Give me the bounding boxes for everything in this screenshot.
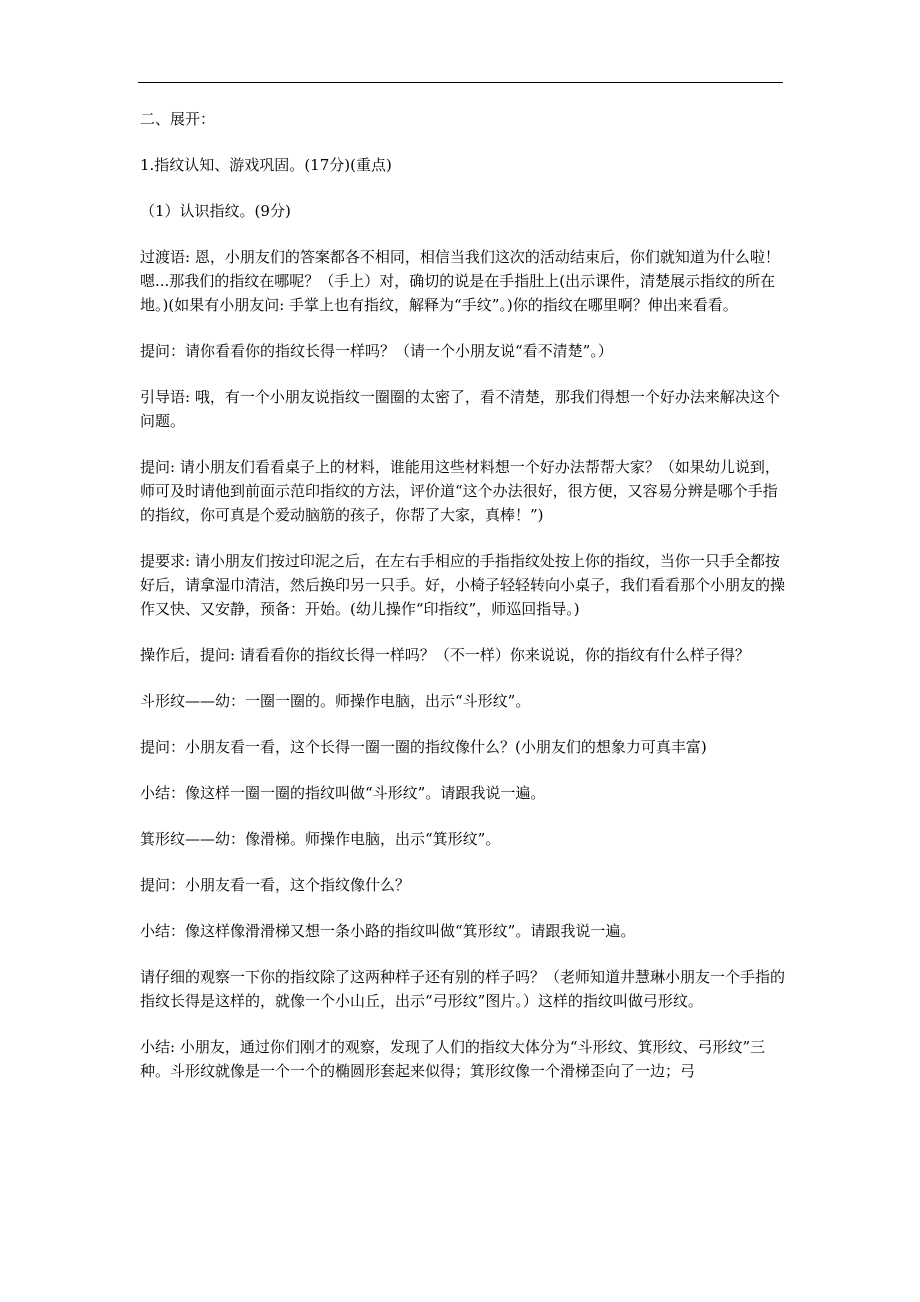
question-paragraph: 提问：小朋友看一看，这个长得一圈一圈的指纹像什么？(小朋友们的想象力可真丰富) bbox=[140, 738, 707, 756]
transition-paragraph: 过渡语: 恩，小朋友们的答案都各不相同，相信当我们这次的活动结束后，你们就知道为什么啦！嗯...那我们的指纹在哪呢？（手上）对，确切的说是在手指肚上(出示课件，清楚展示指纹的所在地。)(如果有小朋友问: 手掌上也有指纹，解释为“手纹”。)你的指纹在哪里啊？伸出来看看。 bbox=[140, 248, 780, 314]
summary-paragraph: 小结: 小朋友，通过你们刚才的观察，发现了人们的指纹大体分为“斗形纹、箕形纹、弓形纹”三种。斗形纹就像是一个一个的椭圆形套起来似得；箕形纹像一个滑梯歪向了一边；弓 bbox=[140, 1038, 766, 1080]
question-paragraph: 提问: 请小朋友们看看桌子上的材料，谁能用这些材料想一个好办法帮帮大家？（如果幼儿说到，师可及时请他到前面示范印指纹的方法，评价道“这个办法很好，很方便，又容易分辨是哪个手指的指纹，你可真是个爱动脑筋的孩子，你帮了大家，真棒！”) bbox=[140, 458, 780, 524]
question-paragraph: 提问：小朋友看一看，这个指纹像什么？ bbox=[140, 876, 411, 894]
subsection-heading: 1.指纹认知、游戏巩固。(17分)(重点) bbox=[140, 156, 392, 174]
guide-paragraph: 引导语: 哦，有一个小朋友说指纹一圈圈的太密了，看不清楚，那我们得想一个好办法来解决这个问题。 bbox=[140, 388, 780, 430]
requirement-paragraph: 提要求: 请小朋友们按过印泥之后，在左右手相应的手指指纹处按上你的指纹，当你一只手全都按好后，请拿湿巾清洁，然后换印另一只手。好，小椅子轻轻转向小桌子，我们看看那个小朋友的操作又快、又安静，预备：开始。(幼儿操作“印指纹”，师巡回指导。) bbox=[140, 552, 786, 618]
section-heading: 二、展开： bbox=[140, 110, 216, 128]
question-paragraph: 提问：请你看看你的指纹长得一样吗？（请一个小朋友说“看不清楚”。） bbox=[140, 342, 613, 360]
question-paragraph: 操作后，提问: 请看看你的指纹长得一样吗？（不一样）你来说说，你的指纹有什么样子得？ bbox=[140, 646, 750, 664]
arch-paragraph: 请仔细的观察一下你的指纹除了这两种样子还有别的样子吗？（老师知道井慧琳小朋友一个手指的指纹长得是这样的，就像一个小山丘，出示“弓形纹”图片。）这样的指纹叫做弓形纹。 bbox=[140, 968, 786, 1010]
loop-paragraph: 箕形纹——幼：像滑梯。师操作电脑，出示“箕形纹”。 bbox=[140, 830, 501, 848]
sub-subsection-heading: （1）认识指纹。(9分) bbox=[140, 202, 291, 220]
whorl-paragraph: 斗形纹——幼：一圈一圈的。师操作电脑，出示“斗形纹”。 bbox=[140, 692, 531, 710]
header-rule bbox=[138, 82, 783, 83]
summary-paragraph: 小结：像这样一圈一圈的指纹叫做“斗形纹”。请跟我说一遍。 bbox=[140, 784, 546, 802]
summary-paragraph: 小结：像这样像滑滑梯又想一条小路的指纹叫做“箕形纹”。请跟我说一遍。 bbox=[140, 922, 636, 940]
document-body bbox=[140, 107, 785, 1105]
